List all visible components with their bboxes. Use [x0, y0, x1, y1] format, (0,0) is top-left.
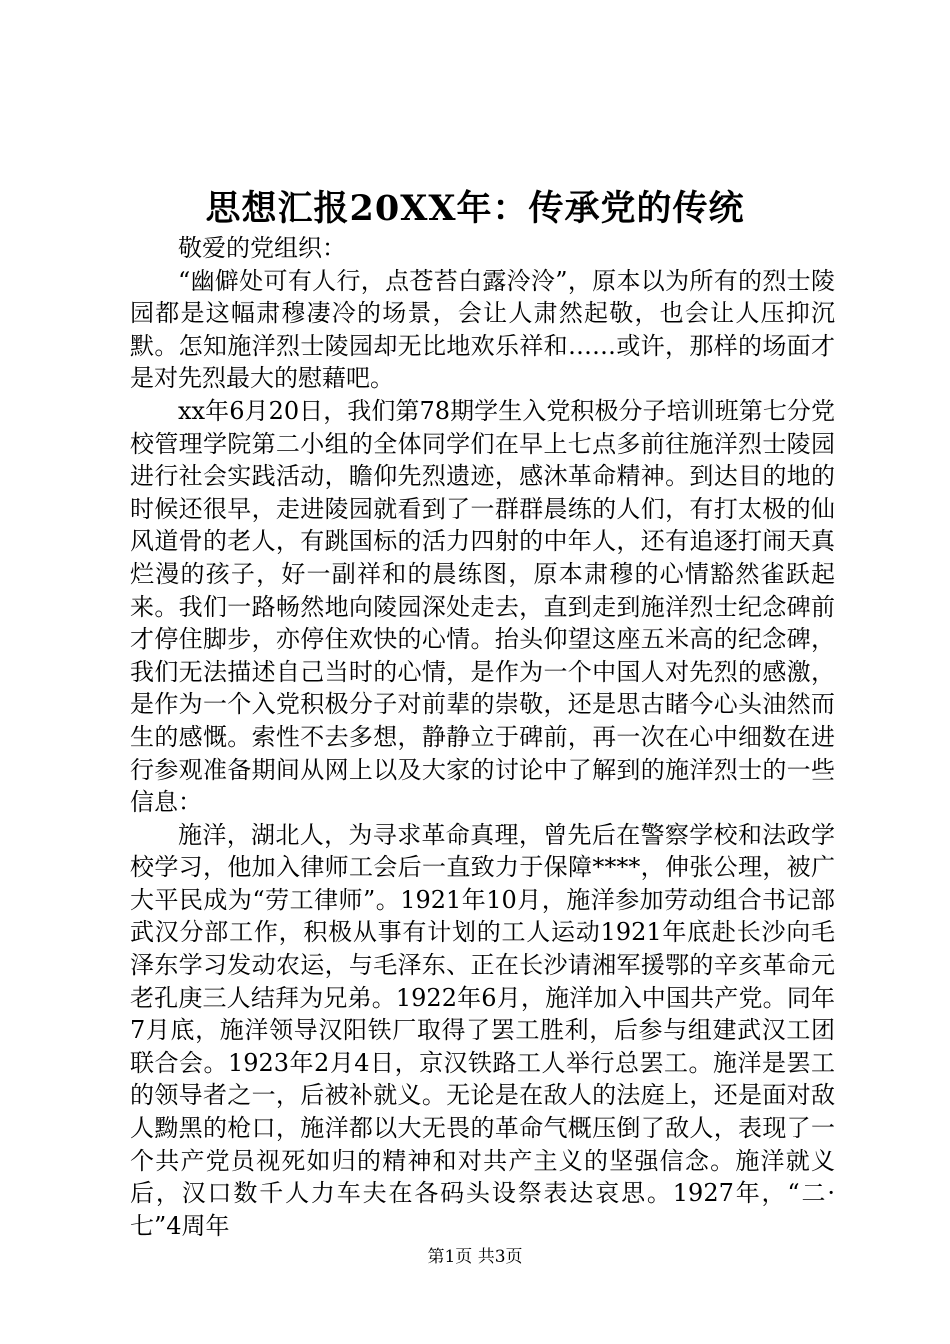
paragraph-3: 施洋，湖北人，为寻求革命真理，曾先后在警察学校和法政学校学习，他加入律师工会后一直致力于保障****，伸张公理，被广大平民成为“劳工律师”。1921年10月，施洋参加劳动组合书记部武汉分部工作，积极从事有计划的工人运动1921年底赴长沙向毛泽东学习发动农运，与毛泽东、正在长沙请湘军援鄂的辛亥革命元老孔庚三人结拜为兄弟。1922年6月，施洋加入中国共产党。同年7月底，施洋领导汉阳铁厂取得了罢工胜利，后参与组建武汉工团联合会。1923年2月4日，京汉铁路工人举行总罢工。施洋是罢工的领导者之一，后被补就义。无论是在敌人的法庭上，还是面对敌人黝黑的枪口，施洋都以大无畏的革命气概压倒了敌人，表现了一个共产党员视死如归的精神和对共产主义的坚强信念。施洋就义后，汉口数千人力车夫在各码头设祭表达哀思。1927年，“二·七”4周年	[130, 820, 835, 1240]
paragraph-2: xx年6月20日，我们第78期学生入党积极分子培训班第七分党校管理学院第二小组的全体同学们在早上七点多前往施洋烈士陵园进行社会实践活动，瞻仰先烈遗迹，感沐革命精神。到达目的地的时候还很早，走进陵园就看到了一群群晨练的人们，有打太极的仙风道骨的老人，有跳国标的活力四射的中年人，还有追逐打闹天真烂漫的孩子，好一副祥和的晨练图，原本肃穆的心情豁然雀跃起来。我们一路畅然地向陵园深处走去，直到走到施洋烈士纪念碑前才停住脚步，亦停住欢快的心情。抬头仰望这座五米高的纪念碑，我们无法描述自己当时的心情，是作为一个中国人对先烈的感激，是作为一个入党积极分子对前辈的崇敬，还是思古睹今心头油然而生的感慨。索性不去多想，静静立于碑前，再一次在心中细数在进行参观准备期间从网上以及大家的讨论中了解到的施洋烈士的一些信息：	[130, 396, 835, 817]
document-title: 思想汇报20XX年：传承党的传统	[205, 188, 745, 229]
page-footer: 第1页 共3页	[427, 1247, 523, 1267]
paragraph-1: “幽僻处可有人行，点苍苔白露泠泠”，原本以为所有的烈士陵园都是这幅肃穆凄冷的场景，会让人肃然起敬，也会让人压抑沉默。怎知施洋烈士陵园却无比地欢乐祥和……或许，那样的场面才是对先烈最大的慰藉吧。	[130, 266, 835, 393]
salutation: 敬爱的党组织：	[178, 234, 346, 262]
document-body	[130, 232, 835, 1242]
